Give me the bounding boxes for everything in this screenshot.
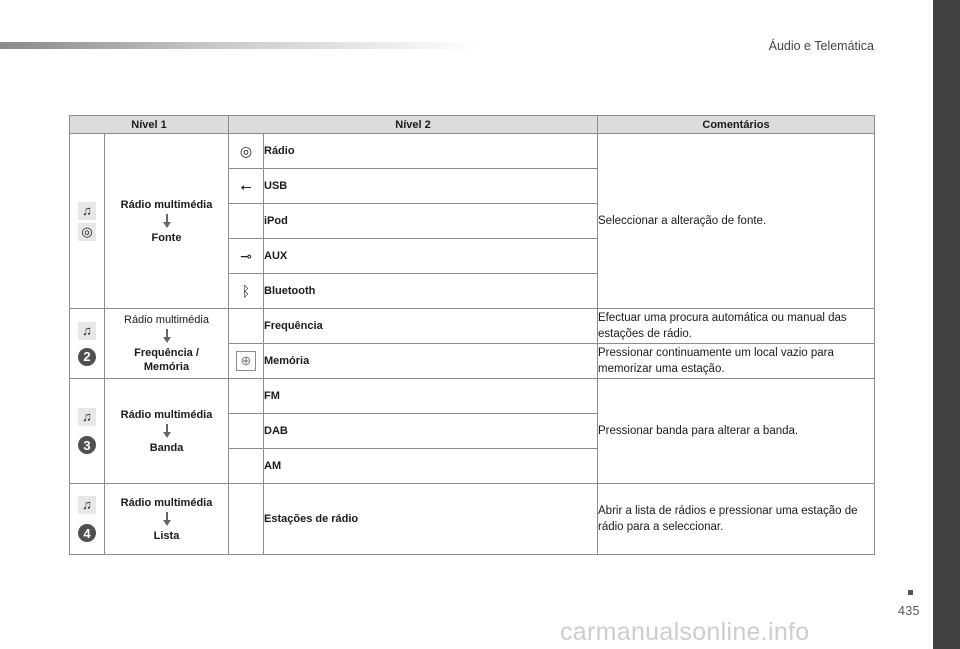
level2-label: Memória [264,344,598,379]
level1-label: Rádio multimédia [124,314,209,326]
level2-icon-cell [229,274,264,309]
header-comments: Comentários [598,116,875,134]
number-badge: 3 [78,436,96,454]
radio-source-icon: ◎ [78,223,96,241]
level2-label: AUX [264,239,598,274]
music-note-icon: ♫ [78,202,96,220]
level2-label: iPod [264,204,598,239]
table-row [70,134,875,169]
level1-label: Rádio multimédia [120,408,213,421]
level1-cell [105,134,229,309]
number-badge: 4 [78,524,96,542]
level2-label: DAB [264,414,598,449]
comment-cell: Efectuar uma procura automática ou manual das estações de rádio. [598,309,875,344]
menu-table [69,115,875,555]
chapter-title: Áudio e Telemática [768,39,874,53]
music-note-icon: ♫ [78,322,96,340]
page-marker [908,590,913,595]
level2-icon-cell [229,379,264,414]
level1-label: Rádio multimédia [120,198,213,211]
group-icons [70,134,105,309]
level2-label: AM [264,449,598,484]
bluetooth-icon: ᛒ [241,283,251,299]
header-gradient-bar [0,42,480,49]
level2-icon-cell [229,449,264,484]
level2-label: Frequência [264,309,598,344]
level1-label: Rádio multimédia [120,496,213,509]
level2-icon-cell [229,239,264,274]
level2-icon-cell [229,309,264,344]
level2-icon-cell [229,204,264,239]
table-row [70,379,875,414]
usb-icon: ⭠ [240,177,252,194]
aux-icon: ⊸ [240,247,252,264]
level2-icon-cell [229,169,264,204]
comment-cell: Seleccionar a alteração de fonte. [598,134,875,309]
comment-cell: Abrir a lista de rádios e pressionar uma estação de rádio para a seleccionar. [598,484,875,555]
watermark: carmanualsonline.info [560,618,810,646]
level1-sub-label-2: Memória [143,361,190,373]
comment-cell: Pressionar continuamente um local vazio para memorizar uma estação. [598,344,875,379]
table-row [70,309,875,344]
group-icons [70,484,105,555]
level1-sub-label: Banda [149,441,184,454]
group-icons [70,379,105,484]
header-level2: Nível 2 [229,116,598,134]
level1-cell [105,309,229,379]
level2-label: Estações de rádio [264,484,598,555]
music-note-icon: ♫ [78,408,96,426]
side-band [933,0,960,649]
level1-cell [105,379,229,484]
level1-sub-label: Lista [153,529,180,542]
level2-label: Bluetooth [264,274,598,309]
table-header-row [70,116,875,134]
header-level1: Nível 1 [70,116,229,134]
level2-label: USB [264,169,598,204]
number-badge: 2 [78,348,96,366]
page-number: 435 [898,604,920,618]
comment-cell: Pressionar banda para alterar a banda. [598,379,875,484]
level2-icon-cell [229,414,264,449]
memory-add-icon: ⊕ [236,351,256,371]
level2-icon-cell [229,484,264,555]
music-note-icon: ♫ [78,496,96,514]
level1-cell [105,484,229,555]
radio-source-icon: ◎ [239,142,253,159]
level1-sub-label: Fonte [151,231,182,244]
level2-label: FM [264,379,598,414]
level2-icon-cell [229,134,264,169]
table-row [70,484,875,555]
group-icons [70,309,105,379]
level1-sub-label: Frequência / [134,347,199,359]
level2-label: Rádio [264,134,598,169]
level2-icon-cell [229,344,264,379]
